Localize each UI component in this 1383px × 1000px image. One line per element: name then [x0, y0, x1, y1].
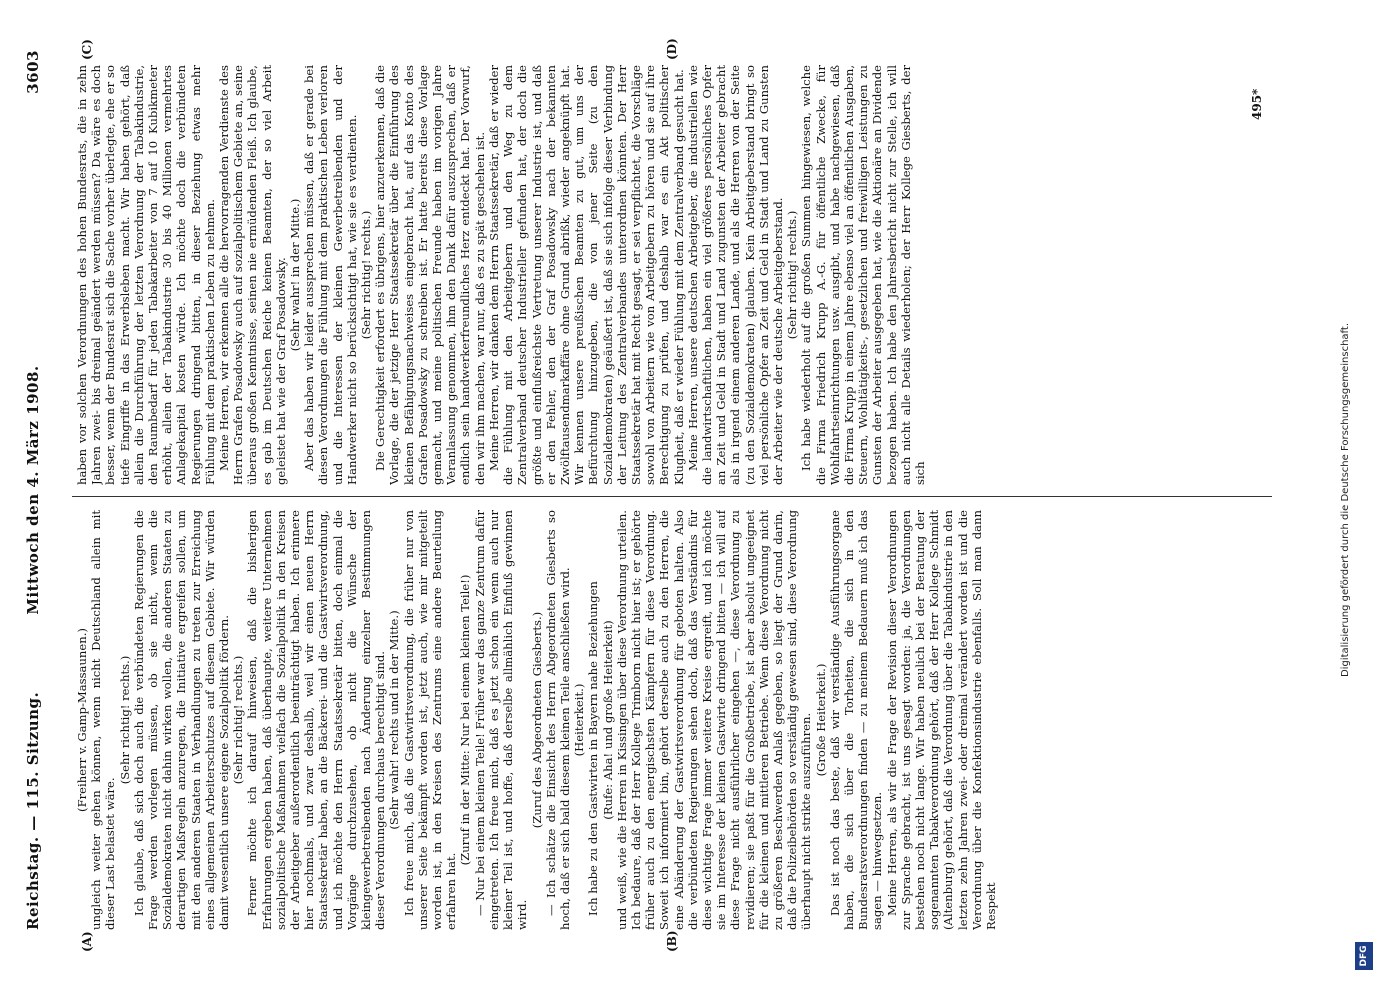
paragraph: Das ist noch das beste, daß wir verständige Ausführungsorgane haben, die sich über die Torheiten, die sich in den Bundesratsverordnungen finden — zu meinem Bedauern muß ich das sagen — hinwegsetzen. — [827, 510, 885, 930]
header-date: Mittwoch den 4. März 1908. — [24, 365, 42, 615]
paragraph: — Ich schätze die Einsicht des Herrn Abgeordneten Giesberts so hoch, daß er sich bald diesem kleinen Teile anschließen wird. — [543, 510, 572, 930]
interjection: (Sehr richtig! rechts.) — [359, 210, 374, 340]
interjection: (Sehr wahr! rechts und in der Mitte.) — [387, 610, 402, 830]
page-header — [20, 50, 50, 930]
paragraph: Ferner möchte ich darauf hinweisen, daß die bisherigen Erfahrungen ergeben haben, daß überhaupte, weitere Unternehmen sozialpolitische Maßnahmen vielfach die Sozialpolitik in den Kreisen der Arbeitgeber außerordentlich beeinträchtigt haben. Ich erinnere hier nochmals, und zwar deshalb, weil wir einen neuen Herrn Staatssekretär haben, an die Bäckerei- und die Gastwirtsverordnung, und ich möchte den Herrn Staatssekretär bitten, doch einmal die Vorgänge durchzusehen, ob nicht die Wünsche der kleingewerbetreibenden nach Änderung einzelner Bestimmungen dieser Verordnungen durchaus berechtigt sind. — [245, 510, 388, 930]
paragraph: — Nur bei einem kleinen Teile! Früher war das ganze Zentrum dafür eingetreten. Ich freue mich, daß es jetzt schon ein wenn auch nur kleiner Teil ist, und hoffe, daß derselbe allmählich Einfluß gewinnen wird. — [472, 510, 530, 930]
paragraph: Ich habe wiederholt auf die großen Summen hingewiesen, welche die Firma Friedrich Krupp A.-G. für öffentliche Zwecke, für Wohlfahrtseinrichtungen usw. ausgibt, und habe nachgewiesen, daß die Firma Krupp in einem Jahre ebenso viel an öffentlichen Ausgaben, Steuern, Wohltätigkeits-, gesetzlichen und freiwilligen Leistungen zu Gunsten der Arbeiter ausgegeben hat, wie die Aktionäre an Dividende bezogen haben. Ich habe den Jahresbericht nicht zur Stelle, ich will auch nicht alle Details wiederholen; der Herr Kollege Giesberts, der sich — [799, 65, 927, 485]
interjection: (Sehr richtig! rechts.) — [785, 210, 800, 340]
interjection: (Sehr wahr! in der Mitte.) — [288, 198, 303, 352]
paragraph: Ich habe zu den Gastwirten in Bayern nahe Beziehungen — [586, 581, 601, 916]
paragraph: Meine Herren, unsere deutschen Arbeitgeber, die industriellen wie die landwirtschaftlichen, haben ein viel größeres persönliches Opfer an Zeit und Geld in Stadt und Land zugunsten der Arbeiter gebracht als in irgend einem anderen Lande, und als die Herren von der Seite (zu den Sozialdemokraten) glauben. Kein Arbeitgeberstand bringt so viel persönliche Opfer an Zeit und Geld in Stadt und Land zu Gunsten der Arbeiter wie der deutsche Arbeitgeberstand. — [685, 65, 785, 485]
left-text-column — [75, 510, 1305, 930]
interjection: (Sehr richtig! rechts.) — [231, 655, 246, 785]
paragraph: Ich freue mich, daß die Gastwirtsverordnung, die früher nur von unserer Seite bekämpft worden ist, jetzt auch, wie mir mitgeteilt worden ist, in den Kreisen des Zentrums eine andere Beurteilung erfahren hat. — [401, 510, 459, 930]
paragraph: Meine Herren, als wir die Frage der Revision dieser Verordnungen zur Sprache gebracht, ist uns gesagt worden: ja, die Verordnungen bestehen noch nicht lange. Wir haben neulich bei der Beratung der sogenannten Tabakverordnung gehört, daß der Herr Kollege Schmidt (Altenburg) gehört, daß die Verordnung über die Tabakindustrie in den letzten zehn Jahren zwei- oder dreimal verändert worden ist und die Verordnung über die Konfektionsindustrie ebenfalls. Soll man dann Respekt — [884, 510, 998, 930]
interjection: (Große Heiterkeit.) — [813, 663, 828, 777]
paragraph: haben vor solchen Verordnungen des hohen Bundesrats, die in zehn Jahren zwei- bis dreimal geändert werden müssen? Da wäre es doch besser, wenn der Bundesrat sich die Sache vorher überlegte, ehe er so tiefe Eingriffe in das Erwerbsleben macht. Wir haben gehört, daß allein die Durchführung der letzten Verordnung der Tabakindustrie, den Raumbedarf für jeden Tabakarbeiter von 7 auf 10 Kubikmeter erhöht, allein der Tabakindustrie 30 bis 40 Millionen vermehrtes Anlagekapital kosten würde. Ich möchte doch die verbündeten Regierungen dringend bitten, in dieser Beziehung etwas mehr Fühlung mit dem praktischen Leben zu nehmen. — [75, 65, 217, 485]
right-text-column — [75, 65, 1305, 485]
page-number: 3603 — [24, 50, 42, 94]
paragraph: Meine Herren, wir erkennen alle die hervorragenden Verdienste des Herrn Grafen Posadowsky auch auf sozialpolitischem Gebiete an, seine überaus großen Kenntnisse, seinen nie ermüdenden Fleiß. Ich glaube, es gab im Deutschen Reiche keinen Beamten, der so viel Arbeit geleistet hat wie der Graf Posadowsky. — [217, 65, 288, 485]
interjection: (Rufe: Aha! und große Heiterkeit) — [600, 620, 615, 820]
paragraph: und weiß, wie die Herren in Kissingen über diese Verordnung urteilen. Ich bedaure, daß der Herr Kollege Trimborn nicht hier ist; er gehörte früher auch zu den energischsten Kämpfern für diese Verordnung. Soweit ich informiert bin, gehört derselbe auch zu den Herren, die eine Abänderung der Gastwirtsverordnung für geboten halten. Also die verbündeten Regierungen sehen doch, daß das Verständnis für diese wichtige Frage immer weitere Kreise ergreift, und ich möchte sie im Interesse der kleinen Gastwirte dringend bitten — ich will auf diese Frage nicht ausführlicher eingehen —, diese Verordnung zu revidieren; sie paßt für die Großbetriebe, ist aber absolut ungeeignet für die kleinen und mittleren Betriebe. Wenn diese Verordnung nicht zu größeren Beschwerden Anlaß gegeben, so liegt der Grund darin, daß die Polizeibehörden so verständig gewesen sind, diese Verordnung überhaupt nicht strikte auszuführen. — [614, 510, 814, 930]
column-divider — [72, 496, 1272, 497]
interjection: (Zuruf in der Mitte: Nur bei einem kleinen Teile!) — [458, 574, 473, 866]
interjection: (Heiterkeit.) — [572, 683, 587, 757]
digitization-note: Digitalisierung gefördert durch die Deutsche Forschungsgemeinschaft. — [1340, 322, 1351, 678]
interjection: (Zuruf des Abgeordneten Giesberts.) — [529, 611, 544, 829]
margin-mark-d: (D) — [665, 38, 679, 60]
paragraph: ungleich weiter gehen können, wenn nicht Deutschland allein mit dieser Last belastet wäre. — [89, 510, 118, 930]
interjection: (Freiherr v. Gamp-Massaunen.) — [75, 628, 89, 812]
paragraph: Ich glaube, daß sich doch auch die verbündeten Regierungen die Frage werden vorlegen müssen, ob sie nicht, wenn die Sozialdemokraten nicht dahin wirken wollen, die anderen Staaten zu derartigen Maßregeln anzuregen, die Initiative ergreifen sollen, um mit den anderen Staaten in Verhandlungen zu treten zur Erreichung eines allgemeinen Arbeiterschutzes auf diesem Gebiete. Wir würden damit wesentlich unsere eigene Sozialpolitik fördern. — [131, 510, 232, 930]
interjection: (Sehr richtig! rechts.) — [117, 655, 132, 785]
paragraph: Aber das haben wir leider aussprechen müssen, daß er gerade bei diesen Verordnungen die Fühlung mit dem praktischen Leben verloren und die Interessen der kleinen Gewerbetreibenden und der Handwerker nicht so berücksichtigt hat, wie sie es verdienten. — [302, 65, 359, 485]
signature-mark: 495* — [1250, 88, 1264, 120]
paragraph: Die Gerechtigkeit erfordert es übrigens, hier anzuerkennen, daß die Vorlage, die der jetzige Herr Staatssekretär über die Einführung des kleinen Befähigungsnachweises eingebracht hat, auf das Konto des Grafen Posadowsky zu schreiben ist. Er hatte bereits diese Vorlage gemacht, und meine politischen Freunde haben im vorigen Jahre Veranlassung genommen, ihm den Dank dafür auszusprechen, daß er endlich sein handwerkerfreundliches Herz entdeckt hat. Der Vorwurf, den wir ihm machen, war nur, daß es zu spät geschehen ist. — [373, 65, 487, 485]
dfg-logo: DFG — [1355, 942, 1373, 970]
margin-mark-a: (A) — [80, 931, 94, 952]
header-left: Reichstag. — 115. Sitzung. — [24, 691, 42, 930]
paragraph: Meine Herren, wir danken dem Herrn Staatssekretär, daß er wieder die Fühlung mit den Arbeitgebern und den Weg zu dem Zentralverband deutscher Industrieller gefunden hat, der doch die größte und einflußreichste Vertretung unserer Industrie ist, und daß er den Fehler, den der Graf Posadowsky nach der bekannten Zwölftausendmarkaffäre ohne Grund abrißk, wieder angeknüpft hat. Wir kennen unsere preußischen Beamten zu gut, um uns der Befürchtung hinzugeben, die von jener Seite (zu den Sozialdemokraten) geäußert ist, daß sie sich infolge dieser Verbindung der Leitung des Zentralverbandes unterordnen könnten. Der Herr Staatssekretär hat mit Recht gesagt, er sei verpflichtet, die Vorschläge sowohl von Arbeitern wie von Arbeitgebern zu hören und sie auf ihre Berechtigung zu prüfen, und deshalb war es ein Akt politischer Klugheit, daß er wieder Fühlung mit dem Zentralverband gesucht hat. — [486, 65, 686, 485]
margin-mark-b: (B) — [665, 930, 679, 952]
margin-mark-c: (C) — [80, 39, 94, 60]
